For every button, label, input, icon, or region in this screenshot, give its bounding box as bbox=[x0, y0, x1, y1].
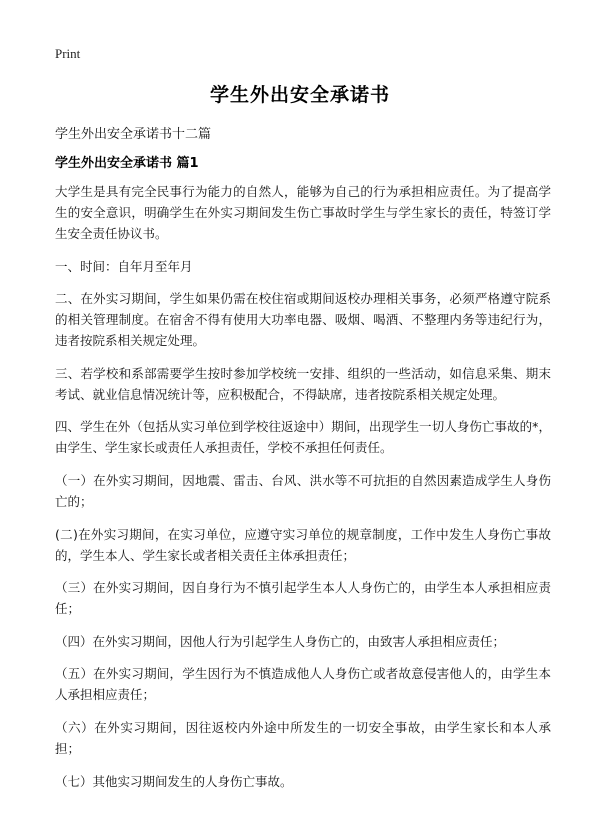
paragraph-item-3: （三）在外实习期间，因自身行为不慎引起学生本人人身伤亡的，由学生本人承担相应责任； bbox=[55, 580, 551, 617]
paragraph-clause-3: 三、若学校和系部需要学生按时参加学校统一安排、组织的一些活动，如信息采集、期末考试、就业信息情况统计等，应积极配合，不得缺席，违者按院系相关规定处理。 bbox=[55, 365, 551, 402]
paragraph-item-1: （一）在外实习期间，因地震、雷击、台风、洪水等不可抗拒的自然因素造成学生人身伤亡的； bbox=[55, 472, 551, 509]
paragraph-item-2: (二)在外实习期间，在实习单位，应遵守实习单位的规章制度，工作中发生人身伤亡事故的，学生本人、学生家长或者相关责任主体承担责任； bbox=[55, 526, 551, 563]
paragraph-intro: 大学生是具有完全民事行为能力的自然人，能够为自己的行为承担相应责任。为了提高学生的安全意识，明确学生在外实习期间发生伤亡事故时学生与学生家长的责任，特签订学生安全责任协议书。 bbox=[55, 184, 551, 241]
section-heading: 学生外出安全承诺书 篇1 bbox=[55, 156, 199, 171]
paragraph-item-7: （七）其他实习期间发生的人身伤亡事故。 bbox=[55, 773, 293, 789]
document-body bbox=[55, 181, 551, 803]
print-label: Print bbox=[55, 46, 81, 61]
document-title: 学生外出安全承诺书 bbox=[209, 84, 390, 106]
paragraph-item-4: （四）在外实习期间，因他人行为引起学生人身伤亡的，由致害人承担相应责任； bbox=[55, 633, 506, 649]
paragraph-time: 一、时间：自年月至年月 bbox=[55, 258, 193, 274]
paragraph-item-6: （六）在外实习期间，因往返校内外途中所发生的一切安全事故，由学生家长和本人承担； bbox=[55, 719, 551, 756]
paragraph-clause-4: 四、学生在外（包括从实习单位到学校往返途中）期间，出现学生一切人身伤亡事故的*，由学生、学生家长或责任人承担责任，学校不承担任何责任。 bbox=[55, 419, 551, 456]
paragraph-item-5: （五）在外实习期间，学生因行为不慎造成他人人身伤亡或者故意侵害他人的，由学生本人承担相应责任； bbox=[55, 666, 551, 703]
document-subtitle: 学生外出安全承诺书十二篇 bbox=[55, 127, 212, 142]
paragraph-clause-2: 二、在外实习期间，学生如果仍需在校住宿或期间返校办理相关事务，必须严格遵守院系的相关管理制度。在宿舍不得有使用大功率电器、吸烟、喝酒、不整理内务等违纪行为，违者按院系相关规定处理。 bbox=[55, 291, 551, 349]
